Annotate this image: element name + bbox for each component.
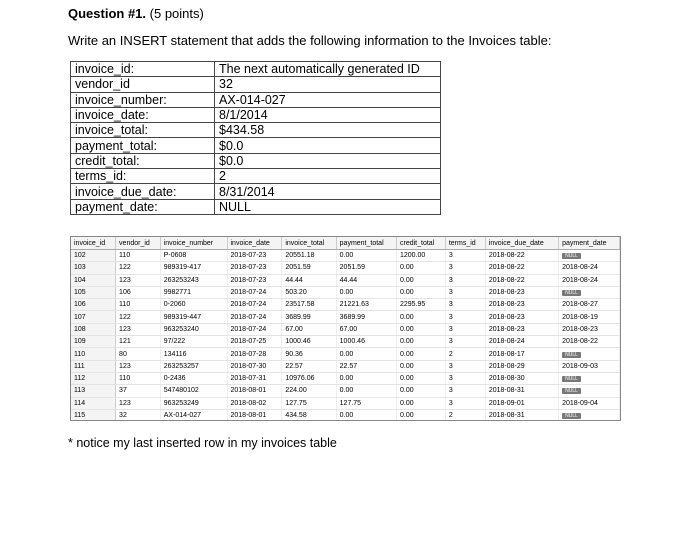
table-cell: 32 [116,409,161,421]
table-cell: 37 [116,385,161,397]
table-cell: 224.00 [282,385,336,397]
table-cell: 90.36 [282,348,336,360]
table-cell: 123 [116,397,161,409]
invoices-table-screenshot [70,236,621,421]
table-cell: 0.00 [336,409,396,421]
spec-value: $0.0 [215,138,441,153]
table-cell: 263253243 [160,274,227,286]
question-number: Question #1. [68,6,147,21]
table-row [71,274,620,286]
table-cell [559,250,620,262]
spec-key: invoice_number: [71,92,215,107]
table-cell: 3689.99 [282,311,336,323]
table-cell: 3689.99 [336,311,396,323]
table-cell: 0.00 [336,372,396,384]
table-cell: 2018-07-23 [227,250,282,262]
table-cell: 3 [445,274,485,286]
table-row [71,286,620,298]
table-row [71,299,620,311]
table-cell: 2018-07-24 [227,286,282,298]
table-cell: 2018-08-22 [485,274,558,286]
table-cell: 106 [71,299,116,311]
table-cell: 0-2060 [160,299,227,311]
table-cell: 2018-09-01 [485,397,558,409]
table-cell: 2018-07-23 [227,262,282,274]
null-badge: NULL [562,388,581,394]
table-cell: 0-2436 [160,372,227,384]
column-header: terms_id [445,237,485,250]
table-cell: 0.00 [336,286,396,298]
table-cell: 263253257 [160,360,227,372]
column-header: payment_date [559,237,620,250]
table-cell [559,409,620,421]
table-cell: 2018-08-29 [485,360,558,372]
table-cell: 10976.06 [282,372,336,384]
table-cell: 2018-07-25 [227,336,282,348]
invoices-table [71,237,620,421]
table-cell [559,348,620,360]
table-cell: 2018-08-23 [485,323,558,335]
column-header: credit_total [397,237,446,250]
table-cell: 3 [445,286,485,298]
question-points: (5 points) [146,6,204,21]
spec-key: invoice_due_date: [71,184,215,199]
column-header: payment_total [336,237,396,250]
table-row [71,348,620,360]
table-cell: 110 [116,299,161,311]
table-cell: 0.00 [397,262,446,274]
table-row [71,409,620,421]
table-cell: 105 [71,286,116,298]
table-cell: 3 [445,397,485,409]
spec-row [71,77,441,92]
table-cell: 2018-07-24 [227,299,282,311]
table-cell: 114 [71,397,116,409]
table-cell: 0.00 [397,286,446,298]
question-title [68,6,204,21]
spec-key: credit_total: [71,153,215,168]
table-cell: 2018-08-23 [559,323,620,335]
table-row [71,323,620,335]
table-cell: 0.00 [336,250,396,262]
table-cell: 67.00 [282,323,336,335]
table-row [71,336,620,348]
table-cell: 110 [116,250,161,262]
spec-key: terms_id: [71,169,215,184]
table-cell [559,286,620,298]
table-cell: 107 [71,311,116,323]
table-cell: 111 [71,360,116,372]
spec-value: $0.0 [215,153,441,168]
spec-value: The next automatically generated ID [215,62,441,77]
table-cell: 2018-09-03 [559,360,620,372]
spec-row [71,169,441,184]
table-cell: 0.00 [336,385,396,397]
table-cell: 67.00 [336,323,396,335]
table-cell: 3 [445,323,485,335]
table-cell: 2 [445,348,485,360]
table-cell: 103 [71,262,116,274]
column-header: invoice_number [160,237,227,250]
table-cell: 22.57 [336,360,396,372]
column-header: invoice_date [227,237,282,250]
table-cell: 2018-09-04 [559,397,620,409]
table-cell: 3 [445,372,485,384]
spec-row [71,184,441,199]
table-cell: 2018-07-24 [227,311,282,323]
table-cell: 3 [445,299,485,311]
table-cell: 0.00 [397,323,446,335]
table-cell: 123 [116,274,161,286]
spec-key: invoice_total: [71,123,215,138]
table-row [71,262,620,274]
table-cell: 113 [71,385,116,397]
null-badge: NULL [562,413,581,419]
column-header: invoice_id [71,237,116,250]
table-cell [559,385,620,397]
table-cell: 2018-07-24 [227,323,282,335]
table-cell: 2018-08-30 [485,372,558,384]
table-cell: 22.57 [282,360,336,372]
table-cell: 2018-08-24 [485,336,558,348]
spec-row [71,199,441,214]
table-cell: 1200.00 [397,250,446,262]
table-cell: 2018-08-01 [227,409,282,421]
table-cell: 2018-07-30 [227,360,282,372]
table-cell: 2 [445,409,485,421]
null-badge: NULL [562,352,581,358]
table-cell: 2018-08-23 [485,299,558,311]
table-cell: 2018-08-31 [485,385,558,397]
table-cell: 2018-08-22 [485,262,558,274]
table-cell: 122 [116,262,161,274]
table-cell: 989319-447 [160,311,227,323]
table-cell: 20551.18 [282,250,336,262]
table-cell: 127.75 [282,397,336,409]
spec-row [71,62,441,77]
table-row [71,360,620,372]
null-badge: NULL [562,290,581,296]
table-cell: 2018-08-24 [559,262,620,274]
spec-row [71,123,441,138]
table-cell: 104 [71,274,116,286]
table-cell: 0.00 [397,311,446,323]
table-row [71,372,620,384]
spec-key: payment_date: [71,199,215,214]
spec-value: NULL [215,199,441,214]
table-cell: 123 [116,360,161,372]
spec-key: invoice_date: [71,107,215,122]
table-cell: 106 [116,286,161,298]
table-cell: 3 [445,262,485,274]
table-cell: 110 [116,372,161,384]
table-cell: 80 [116,348,161,360]
spec-value: 2 [215,169,441,184]
table-cell: 2018-08-22 [559,336,620,348]
table-cell: 2018-08-31 [485,409,558,421]
null-badge: NULL [562,253,581,259]
table-cell: 0.00 [397,409,446,421]
table-cell: 0.00 [397,385,446,397]
table-cell: 3 [445,311,485,323]
table-cell: 2018-08-27 [559,299,620,311]
table-cell: 112 [71,372,116,384]
table-cell: 1000.46 [336,336,396,348]
spec-value: $434.58 [215,123,441,138]
table-cell: 0.00 [397,360,446,372]
table-cell: 110 [71,348,116,360]
column-header: invoice_total [282,237,336,250]
spec-value: 8/1/2014 [215,107,441,122]
spec-key: payment_total: [71,138,215,153]
table-cell: 3 [445,250,485,262]
column-header: invoice_due_date [485,237,558,250]
table-cell: 123 [116,323,161,335]
table-cell: 23517.58 [282,299,336,311]
spec-row [71,107,441,122]
column-header: vendor_id [116,237,161,250]
table-cell: 434.58 [282,409,336,421]
table-cell: 547480102 [160,385,227,397]
spec-value: AX-014-027 [215,92,441,107]
table-cell: 2018-07-31 [227,372,282,384]
table-cell: 109 [71,336,116,348]
table-cell: 0.00 [336,348,396,360]
table-cell: 1000.46 [282,336,336,348]
table-cell: 127.75 [336,397,396,409]
table-cell: 2018-07-28 [227,348,282,360]
table-cell: 0.00 [397,397,446,409]
table-cell: 3 [445,385,485,397]
table-row [71,397,620,409]
table-cell: 2018-08-23 [485,311,558,323]
spec-key: invoice_id: [71,62,215,77]
spec-row [71,138,441,153]
table-cell: 0.00 [397,336,446,348]
spec-row [71,153,441,168]
table-cell: 44.44 [282,274,336,286]
table-cell: 989319-417 [160,262,227,274]
table-cell: 108 [71,323,116,335]
question-instruction: Write an INSERT statement that adds the following information to the Invoices table: [68,33,552,48]
table-row [71,385,620,397]
table-cell: 2295.95 [397,299,446,311]
table-cell: 121 [116,336,161,348]
table-cell: 2018-08-19 [559,311,620,323]
table-cell: 102 [71,250,116,262]
table-cell: 963253240 [160,323,227,335]
table-cell: 2018-08-22 [485,250,558,262]
table-cell: 2051.59 [336,262,396,274]
table-cell: 2018-08-01 [227,385,282,397]
table-cell: 2051.59 [282,262,336,274]
table-cell: 503.20 [282,286,336,298]
table-cell: 122 [116,311,161,323]
spec-row [71,92,441,107]
note-text: * notice my last inserted row in my invoices table [68,436,337,450]
table-cell: 2018-08-17 [485,348,558,360]
table-cell: 2018-07-23 [227,274,282,286]
spec-value: 8/31/2014 [215,184,441,199]
table-cell: 115 [71,409,116,421]
table-cell: 2018-08-02 [227,397,282,409]
spec-table [70,61,441,215]
table-cell: 2018-08-23 [485,286,558,298]
spec-value: 32 [215,77,441,92]
table-cell: 9982771 [160,286,227,298]
table-cell: 3 [445,360,485,372]
table-cell: P-0608 [160,250,227,262]
table-cell: 134116 [160,348,227,360]
table-cell: 0.00 [397,274,446,286]
table-cell: AX-014-027 [160,409,227,421]
table-cell: 0.00 [397,348,446,360]
table-cell: 97/222 [160,336,227,348]
table-row [71,250,620,262]
table-cell: 44.44 [336,274,396,286]
table-cell: 3 [445,336,485,348]
null-badge: NULL [562,376,581,382]
table-cell: 21221.63 [336,299,396,311]
table-cell: 2018-08-24 [559,274,620,286]
spec-key: vendor_id [71,77,215,92]
table-row [71,311,620,323]
table-cell: 963253249 [160,397,227,409]
table-cell [559,372,620,384]
table-cell: 0.00 [397,372,446,384]
